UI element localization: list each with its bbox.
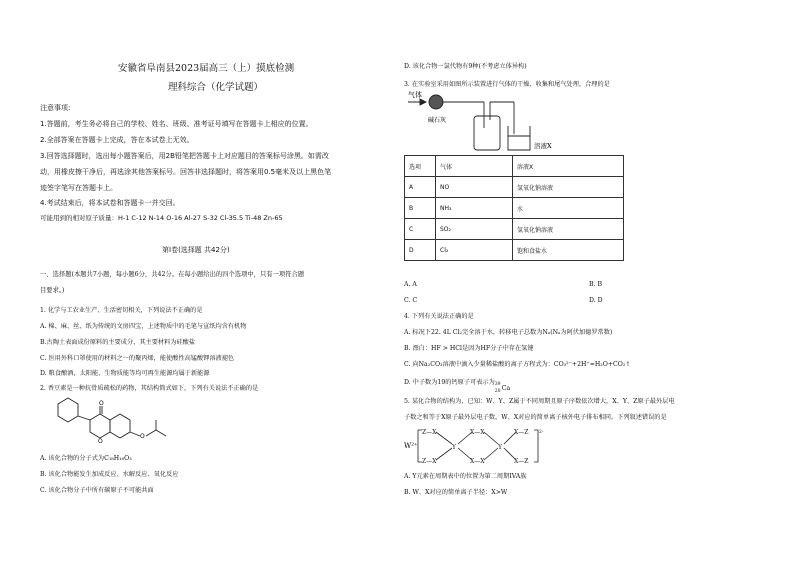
svg-text:Z—X: Z—X xyxy=(422,458,437,465)
q4-stem: 4. 下列有关说法正确的是 xyxy=(404,313,474,320)
note-line: 1.答题前，考生务必将自己的学校、姓名、班级、准考证号填写在答题卡上相应的位置。 xyxy=(40,120,313,128)
svg-text:Y: Y xyxy=(498,444,502,451)
q3-choice-c: C. C xyxy=(404,297,418,304)
q3-choice-d: D. D xyxy=(589,297,603,304)
table-header-cell: 溶液X xyxy=(513,156,624,177)
table-cell: Cl₂ xyxy=(436,240,513,261)
svg-text:2-: 2- xyxy=(539,430,544,435)
gas-label: 气体 xyxy=(408,91,422,99)
table-cell: 氢氧化钠溶液 xyxy=(513,177,624,198)
svg-text:X—X: X—X xyxy=(470,429,485,436)
q2-option-c: C. 该化合物分子中所有碳原子不可能共面 xyxy=(40,487,154,494)
section-intro: 一、选择题(本题共7小题，每小题6分，共42分。在每小题给出的四个选项中，只有一项符合题 xyxy=(40,271,305,278)
table-cell: SO₂ xyxy=(436,219,513,240)
note-line: 4.考试结束后，将本试卷和答题卡一并交回。 xyxy=(40,199,180,207)
exam-title: 安徽省阜南县2023届高三（上）摸底检测 xyxy=(118,63,295,74)
q5-stem: 5. 某化合物的结构为，已知：W、Y、Z属于不同周期且原子序数依次增大，X、Y、Z原子最外层电 xyxy=(404,398,675,405)
q1-option-c: C. 医用外科口罩使用的材料之一的聚丙烯，能使酸性高锰酸钾溶液褪色 xyxy=(40,355,235,362)
table-cell: A xyxy=(405,177,436,198)
q3-stem: 3. 在实验室采用如图所示装置进行气体的干燥、收集和尾气处理，合理的是 xyxy=(404,81,610,88)
q3-options-table xyxy=(404,155,624,261)
q3-choice-a: A. A xyxy=(404,281,417,288)
note-line: 3.回答选择题时，选出每小题答案后，用2B铅笔把答题卡上对应题目的答案标号涂黑。如需改 xyxy=(40,152,329,160)
q4-option-d-text: D. 中子数为19的钙原子可表示为 xyxy=(404,379,495,386)
table-header-cell: 选项 xyxy=(405,156,436,177)
notes-heading: 注意事项: xyxy=(40,104,71,112)
svg-text:O: O xyxy=(98,438,103,445)
gas-apparatus-diagram xyxy=(404,88,574,156)
q5-option-b: B. W、X对应的简单离子半径：X>W xyxy=(404,489,508,496)
table-cell: 饱和食盐水 xyxy=(513,240,624,261)
q4-option-b: B. 漂白：HF > HCl是因为HF分子中存在氢键 xyxy=(404,345,534,352)
table-cell: 水 xyxy=(513,198,624,219)
q2-option-b: B. 该化合物能发生加成反应、水解反应、氧化反应 xyxy=(40,471,179,478)
solution-x-label: 溶液X xyxy=(534,142,552,150)
svg-text:Z—X: Z—X xyxy=(422,429,437,436)
q4-option-a: A. 标况下22. 4L Cl₂完全溶于水，转移电子总数为Nₐ(Nₐ为阿伏加德罗常数) xyxy=(404,329,613,336)
table-cell: 氢氧化钠溶液 xyxy=(513,219,624,240)
soda-lime-label: 碱石灰 xyxy=(428,117,447,124)
q5-stem-cont: 子数之和等于X原子最外层电子数，W、X对应的简单离子核外电子排布相同。下列叙述错误的是 xyxy=(404,414,667,421)
svg-text:O: O xyxy=(99,400,104,407)
section-intro-cont: 目要求。) xyxy=(40,287,65,294)
q2-option-d: D. 该化合物一氯代物有9种(不考虑立体异构) xyxy=(404,63,527,70)
svg-text:X—Z: X—Z xyxy=(514,429,529,436)
svg-text:X—Z: X—Z xyxy=(514,458,529,465)
note-line: 动，用橡皮擦干净后，再选涂其他答案标号。回答非选择题时，将答案用0.5毫米及以上黑色笔 xyxy=(40,168,332,176)
table-cell: NO xyxy=(436,177,513,198)
q5-option-a: A. Y元素在周期表中的位置为第二周期IVA族 xyxy=(404,473,527,480)
note-line: 2.全部答案在答题卡上完成，答在本试卷上无效。 xyxy=(40,136,194,144)
table-cell: D xyxy=(405,240,436,261)
q2-stem: 2. 香豆素是一种抗骨质疏松的药物，其结构简式如下，下列有关说法不正确的是 xyxy=(40,385,259,392)
q3-choice-b: B. B xyxy=(589,281,603,288)
note-line: 迹签字笔写在答题卡上。 xyxy=(40,184,117,192)
table-cell: C xyxy=(405,219,436,240)
q1-stem: 1. 化学与工农业生产、生活密切相关，下列说法不正确的是 xyxy=(40,307,203,314)
q1-option-b: B.古陶土表面成份原料的主要成分，其主要材料为硅酸盐 xyxy=(40,339,196,346)
section-title: 第Ⅰ卷(选择题 共42分) xyxy=(162,246,230,254)
svg-text:X—X: X—X xyxy=(470,458,485,465)
table-row xyxy=(405,219,624,240)
q1-option-d: D. 粮食酿酒，太阳能、生物质能等均可再生能源均属于新能源 xyxy=(40,370,210,377)
table-header-row xyxy=(405,156,624,177)
q5-compound-structure xyxy=(404,424,574,468)
isoflavone-structure xyxy=(46,396,186,450)
table-row xyxy=(405,240,624,261)
table-cell: B xyxy=(405,198,436,219)
q4-option-c: C. 向Na₂CO₃溶液中滴入少量稀盐酸的离子方程式为：CO₃²⁻+2H⁺=H₂O+CO₂↑ xyxy=(404,361,631,368)
exam-subtitle: 理科综合（化学试题） xyxy=(168,82,264,93)
table-header-cell: 气体 xyxy=(436,156,513,177)
table-row xyxy=(405,198,624,219)
q1-option-a: A. 棉、麻、丝、纸为传统的文房四宝，上述物质中的毛笔与宣纸均含有机物 xyxy=(40,323,247,330)
table-row xyxy=(405,177,624,198)
svg-text:Y: Y xyxy=(452,444,456,451)
table-cell: NH₃ xyxy=(436,198,513,219)
svg-text:O: O xyxy=(140,433,145,440)
atomic-mass-line: 可能用到的相对原子质量：H-1 C-12 N-14 O-16 Al-27 S-32 Cl-35.5 Ti-48 Zn-65 xyxy=(40,214,283,222)
w-ion-label: W²⁺ xyxy=(404,442,418,450)
q2-option-a: A. 该化合物的分子式为C₁₈H₁₆O₃ xyxy=(40,455,132,462)
q4-option-d: D. 中子数为19的钙原子可表示为 39 20 Ca xyxy=(404,379,511,394)
